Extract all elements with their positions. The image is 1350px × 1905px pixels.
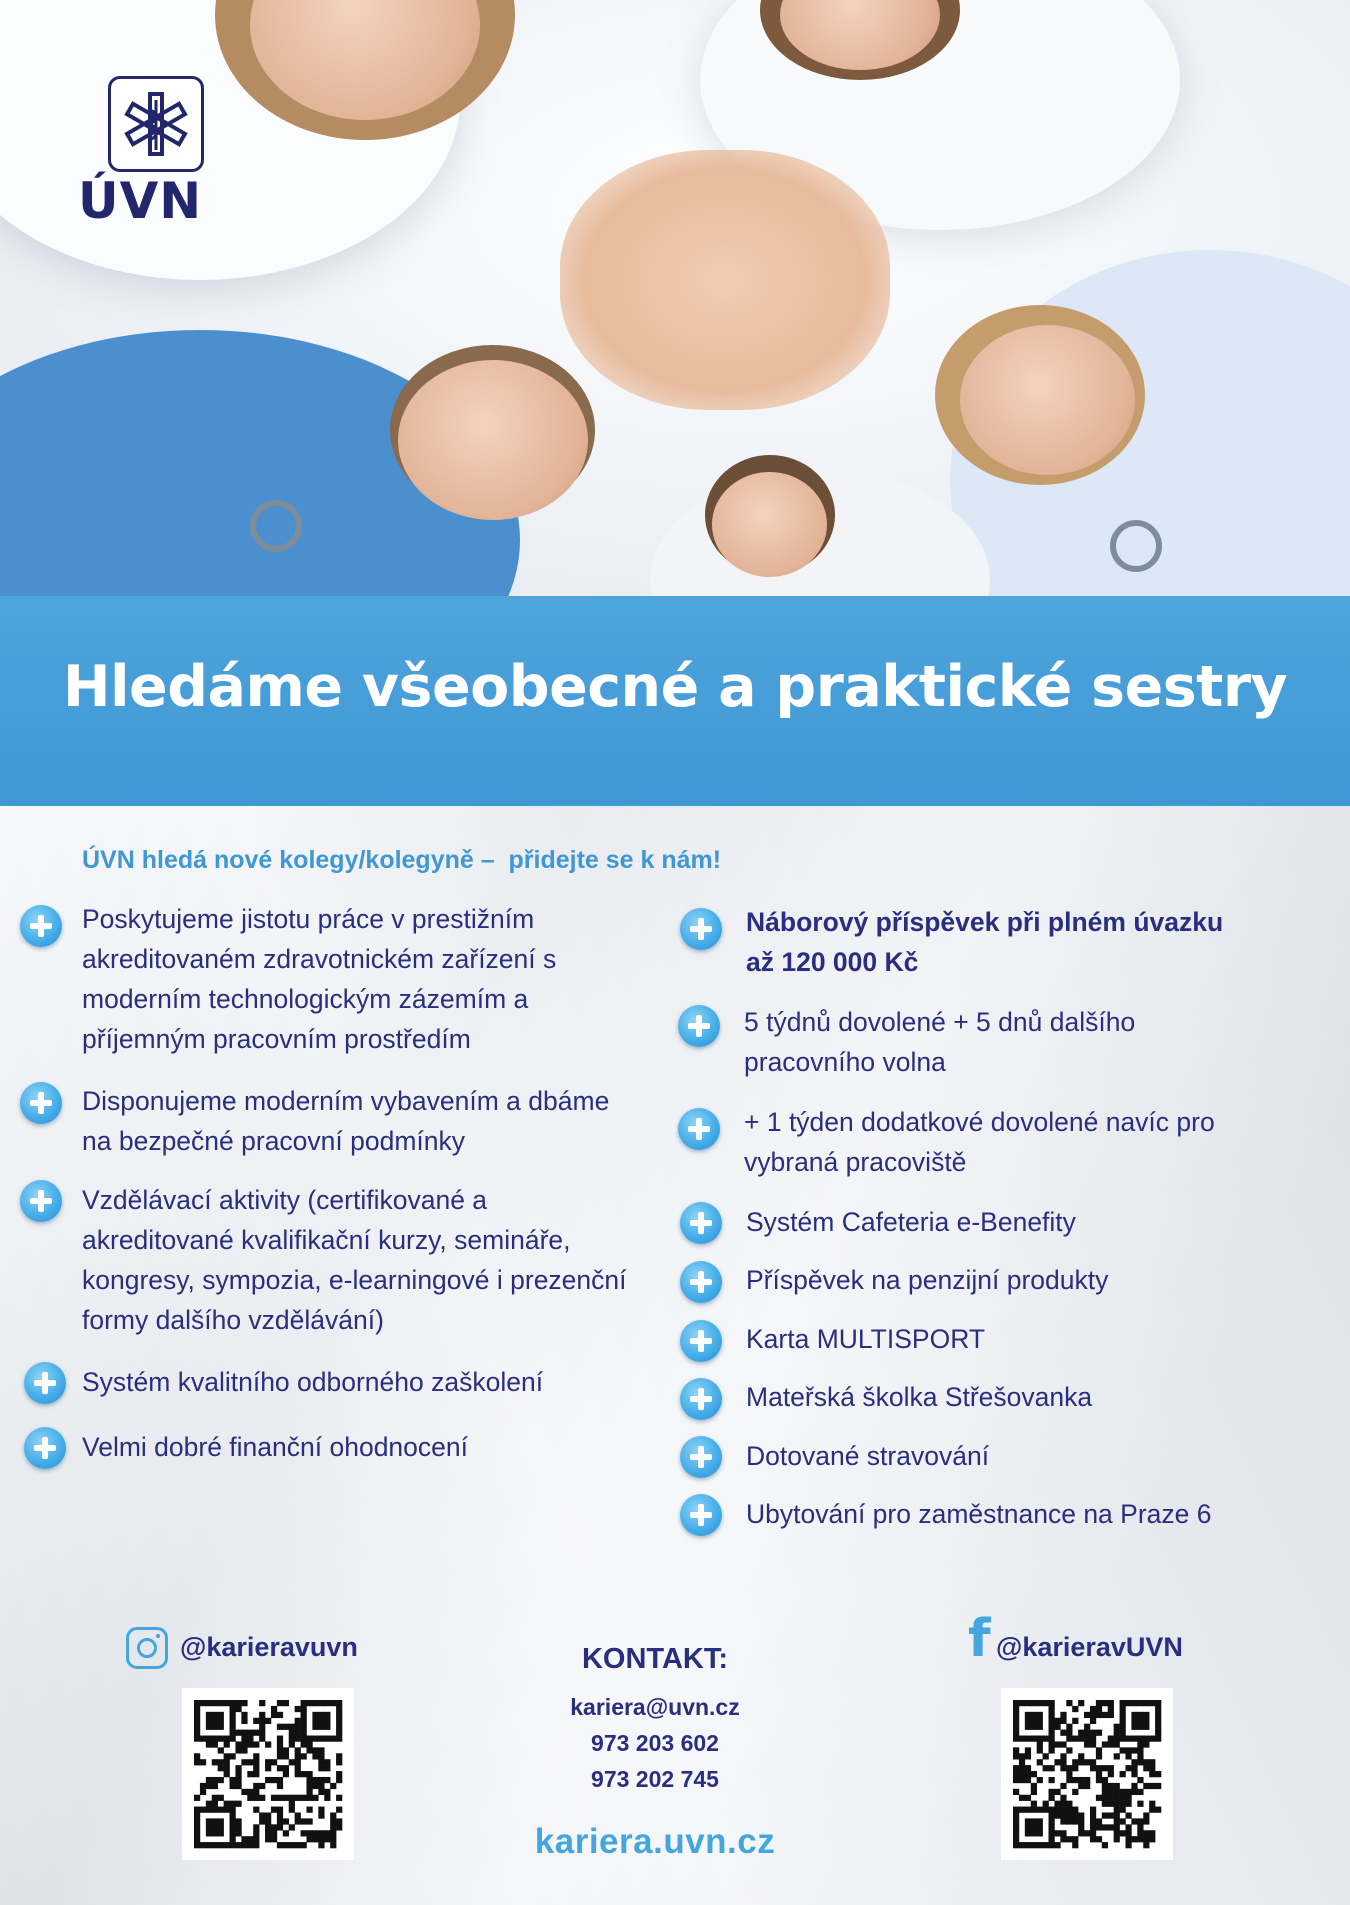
facebook-qr-code[interactable] [1001,1688,1173,1860]
instagram-qr-code[interactable] [182,1688,354,1860]
website-link[interactable]: kariera.uvn.cz [534,1822,776,1861]
facebook-handle[interactable]: @karieravUVN [996,1632,1183,1662]
headline-banner [0,596,1350,806]
plus-icon [24,1362,66,1404]
plus-icon [680,908,722,950]
plus-icon [678,1108,720,1150]
face [398,360,588,520]
plus-icon [680,1202,722,1244]
facebook-icon[interactable]: f [968,1609,991,1669]
list-item: Příspěvek na penzijní produkty [746,1265,1109,1295]
plus-icon [20,1180,62,1222]
uvn-logo[interactable] [78,76,233,230]
plus-icon [678,1005,720,1047]
plus-icon [680,1378,722,1420]
plus-icon [680,1494,722,1536]
list-item: Poskytujeme jistotu práce v prestižním akreditovaném zdravotnickém zařízení s moderním technologickým zázemím a příjemným pracovním prostředím [82,904,557,1054]
plus-icon [20,905,62,947]
contact-phone[interactable]: 973 202 745 [591,1766,719,1792]
face [960,325,1135,475]
list-item: Dotované stravování [746,1441,990,1471]
face [712,472,827,577]
plus-icon [680,1320,722,1362]
list-item: Systém kvalitního odborného zaškolení [82,1367,544,1397]
stethoscope [250,500,302,552]
list-item: Systém Cafeteria e-Benefity [746,1207,1076,1237]
list-item: Disponujeme moderním vybavením a dbáme na bezpečné pracovní podmínky [82,1086,610,1156]
list-item: 5 týdnů dovolené + 5 dnů dalšího pracovního volna [744,1007,1136,1077]
instagram-icon[interactable] [126,1627,168,1669]
contact-email[interactable]: kariera@uvn.cz [570,1694,740,1720]
stethoscope [1110,520,1162,572]
logo-text: ÚVN [78,172,203,230]
plus-icon [24,1427,66,1469]
list-item: Karta MULTISPORT [746,1324,986,1354]
instagram-handle[interactable]: @karieravuvn [180,1632,358,1662]
list-item: Vzdělávací aktivity (certifikované a akreditované kvalifikační kurzy, semináře, kongresy, sympozia, e-learningové i prezenční formy dalšího vzdělávání) [82,1185,627,1335]
plus-icon [680,1436,722,1478]
list-item: + 1 týden dodatkové dovolené navíc pro vybraná pracoviště [744,1107,1215,1177]
hero-photo [0,0,1350,596]
plus-icon [20,1082,62,1124]
page-title: Hledáme všeobecné a praktické sestry [62,654,1288,720]
list-item: Mateřská školka Střešovanka [746,1382,1093,1412]
list-item: Náborový příspěvek při plném úvazku až 120 000 Kč [746,907,1224,977]
star-of-life-icon [108,76,204,172]
contact-phone[interactable]: 973 203 602 [591,1730,719,1756]
intro-heading: ÚVN hledá nové kolegy/kolegyně – přidejte se k nám! [82,846,722,874]
list-item: Ubytování pro zaměstnance na Praze 6 [746,1499,1212,1529]
contact-heading: KONTAKT: [581,1643,729,1675]
stacked-hands [560,150,890,410]
list-item: Velmi dobré finanční ohodnocení [82,1432,468,1462]
plus-icon [680,1261,722,1303]
